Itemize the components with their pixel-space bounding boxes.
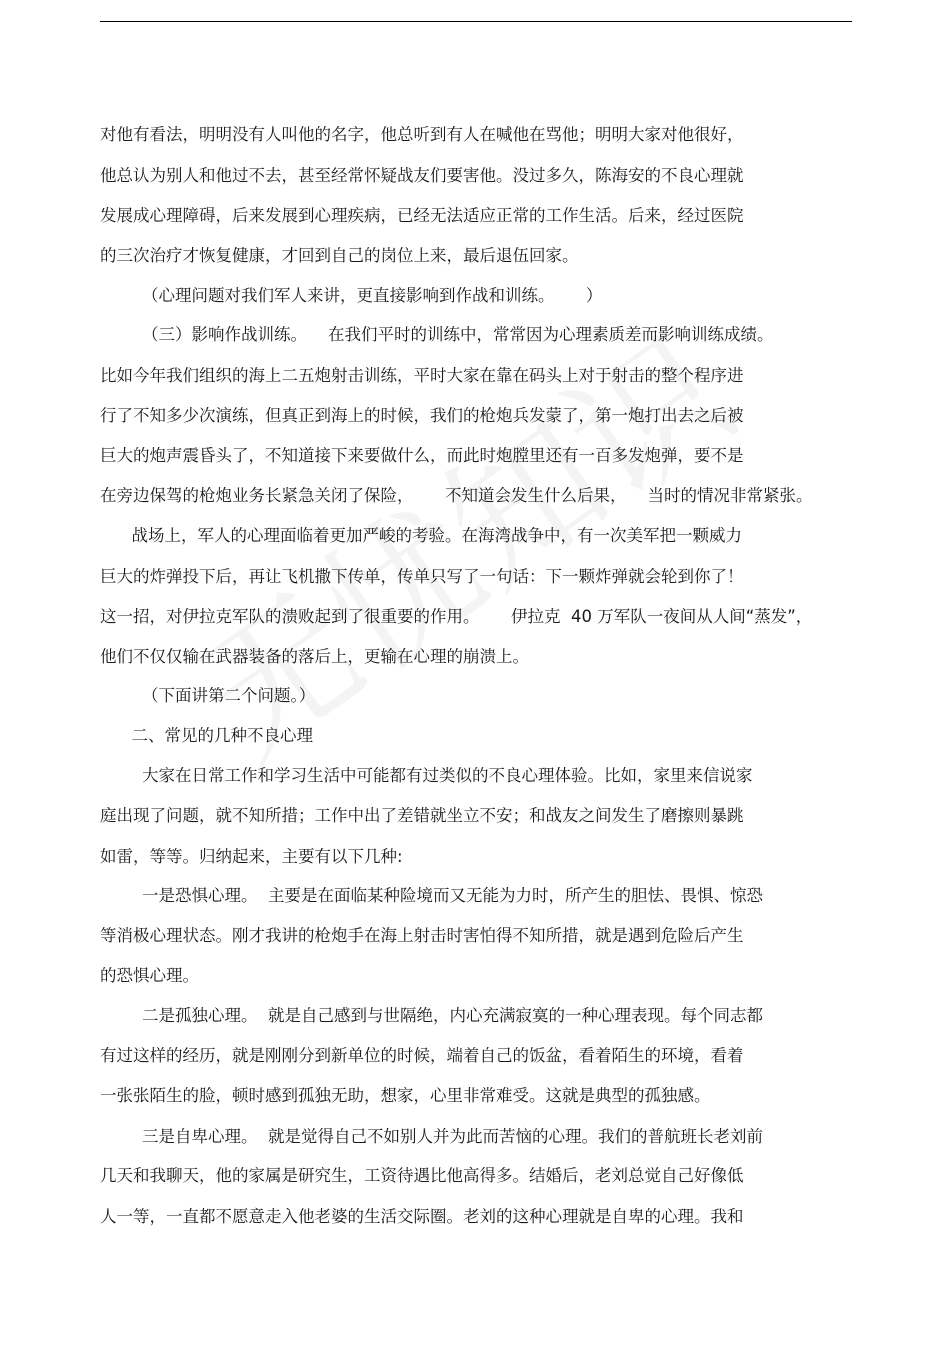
text-line: 发展成心理障碍，后来发展到心理疾病，已经无法适应正常的工作生活。后来，经过医院 (100, 206, 744, 225)
text-line: 人一等，一直都不愿意走入他老婆的生活交际圈。老刘的这种心理就是自卑的心理。我和 (100, 1207, 744, 1226)
text-line: 行了不知多少次演练，但真正到海上的时候，我们的枪炮兵发蒙了，第一炮打出去之后被 (100, 406, 744, 425)
text-line: 一张张陌生的脸，顿时感到孤独无助，想家，心里非常难受。这就是典型的孤独感。 (100, 1086, 711, 1105)
text-line: 比如今年我们组织的海上二五炮射击训练，平时大家在靠在码头上对于射击的整个程序进 (100, 366, 744, 385)
text-line: 这一招，对伊拉克军队的溃败起到了很重要的作用。 伊拉克 40 万军队一夜间从人间“蒸发”， (100, 607, 813, 626)
text-line: （三）影响作战训练。 在我们平时的训练中，常常因为心理素质差而影响训练成绩。 (100, 325, 774, 344)
text-line: 的恐惧心理。 (100, 966, 199, 985)
text-line: 几天和我聊天，他的家属是研究生，工资待遇比他高得多。结婚后，老刘总觉自己好像低 (100, 1166, 744, 1185)
text-line: （心理问题对我们军人来讲，更直接影响到作战和训练。 ） (100, 286, 603, 305)
text-line: 战场上，军人的心理面临着更加严峻的考验。在海湾战争中，有一次美军把一颗威力 (100, 526, 742, 545)
text-line: 有过这样的经历，就是刚刚分到新单位的时候，端着自己的饭盆，看着陌生的环境，看着 (100, 1046, 744, 1065)
text-line: 巨大的炮声震昏头了，不知道接下来要做什么，而此时炮膛里还有一百多发炮弹，要不是 (100, 446, 744, 465)
text-line: 一是恐惧心理。 主要是在面临某种险境而又无能为力时，所产生的胆怯、畏惧、惊恐 (100, 886, 763, 905)
text-line: （下面讲第二个问题。） (100, 686, 316, 705)
text-line: 二是孤独心理。 就是自己感到与世隔绝，内心充满寂寞的一种心理表现。每个同志都 (100, 1006, 763, 1025)
text-line: 他总认为别人和他过不去，甚至经常怀疑战友们要害他。没过多久，陈海安的不良心理就 (100, 166, 744, 185)
text-line: 对他有看法，明明没有人叫他的名字，他总听到有人在喊他在骂他；明明大家对他很好， (100, 125, 744, 144)
text-line: 庭出现了问题，就不知所措；工作中出了差错就坐立不安；和战友之间发生了磨擦则暴跳 (100, 806, 744, 825)
text-line: 三是自卑心理。 就是觉得自己不如别人并为此而苦恼的心理。我们的普航班长老刘前 (100, 1127, 763, 1146)
text-line: 等消极心理状态。刚才我讲的枪炮手在海上射击时害怕得不知所措，就是遇到危险后产生 (100, 926, 744, 945)
text-line: 在旁边保驾的枪炮业务长紧急关闭了保险， 不知道会发生什么后果， 当时的情况非常紧张。 (100, 486, 813, 505)
text-line: 大家在日常工作和学习生活中可能都有过类似的不良心理体验。比如，家里来信说家 (100, 766, 753, 785)
section-heading: 二、常见的几种不良心理 (100, 726, 313, 745)
text-line: 巨大的炸弹投下后，再让飞机撒下传单，传单只写了一句话：下一颗炸弹就会轮到你了！ (100, 567, 744, 586)
text-line: 他们不仅仅输在武器装备的落后上，更输在心理的崩溃上。 (100, 647, 529, 666)
text-line: 如雷，等等。归纳起来，主要有以下几种: (100, 847, 403, 866)
text-line: 的三次治疗才恢复健康，才回到自己的岗位上来，最后退伍回家。 (100, 246, 579, 265)
